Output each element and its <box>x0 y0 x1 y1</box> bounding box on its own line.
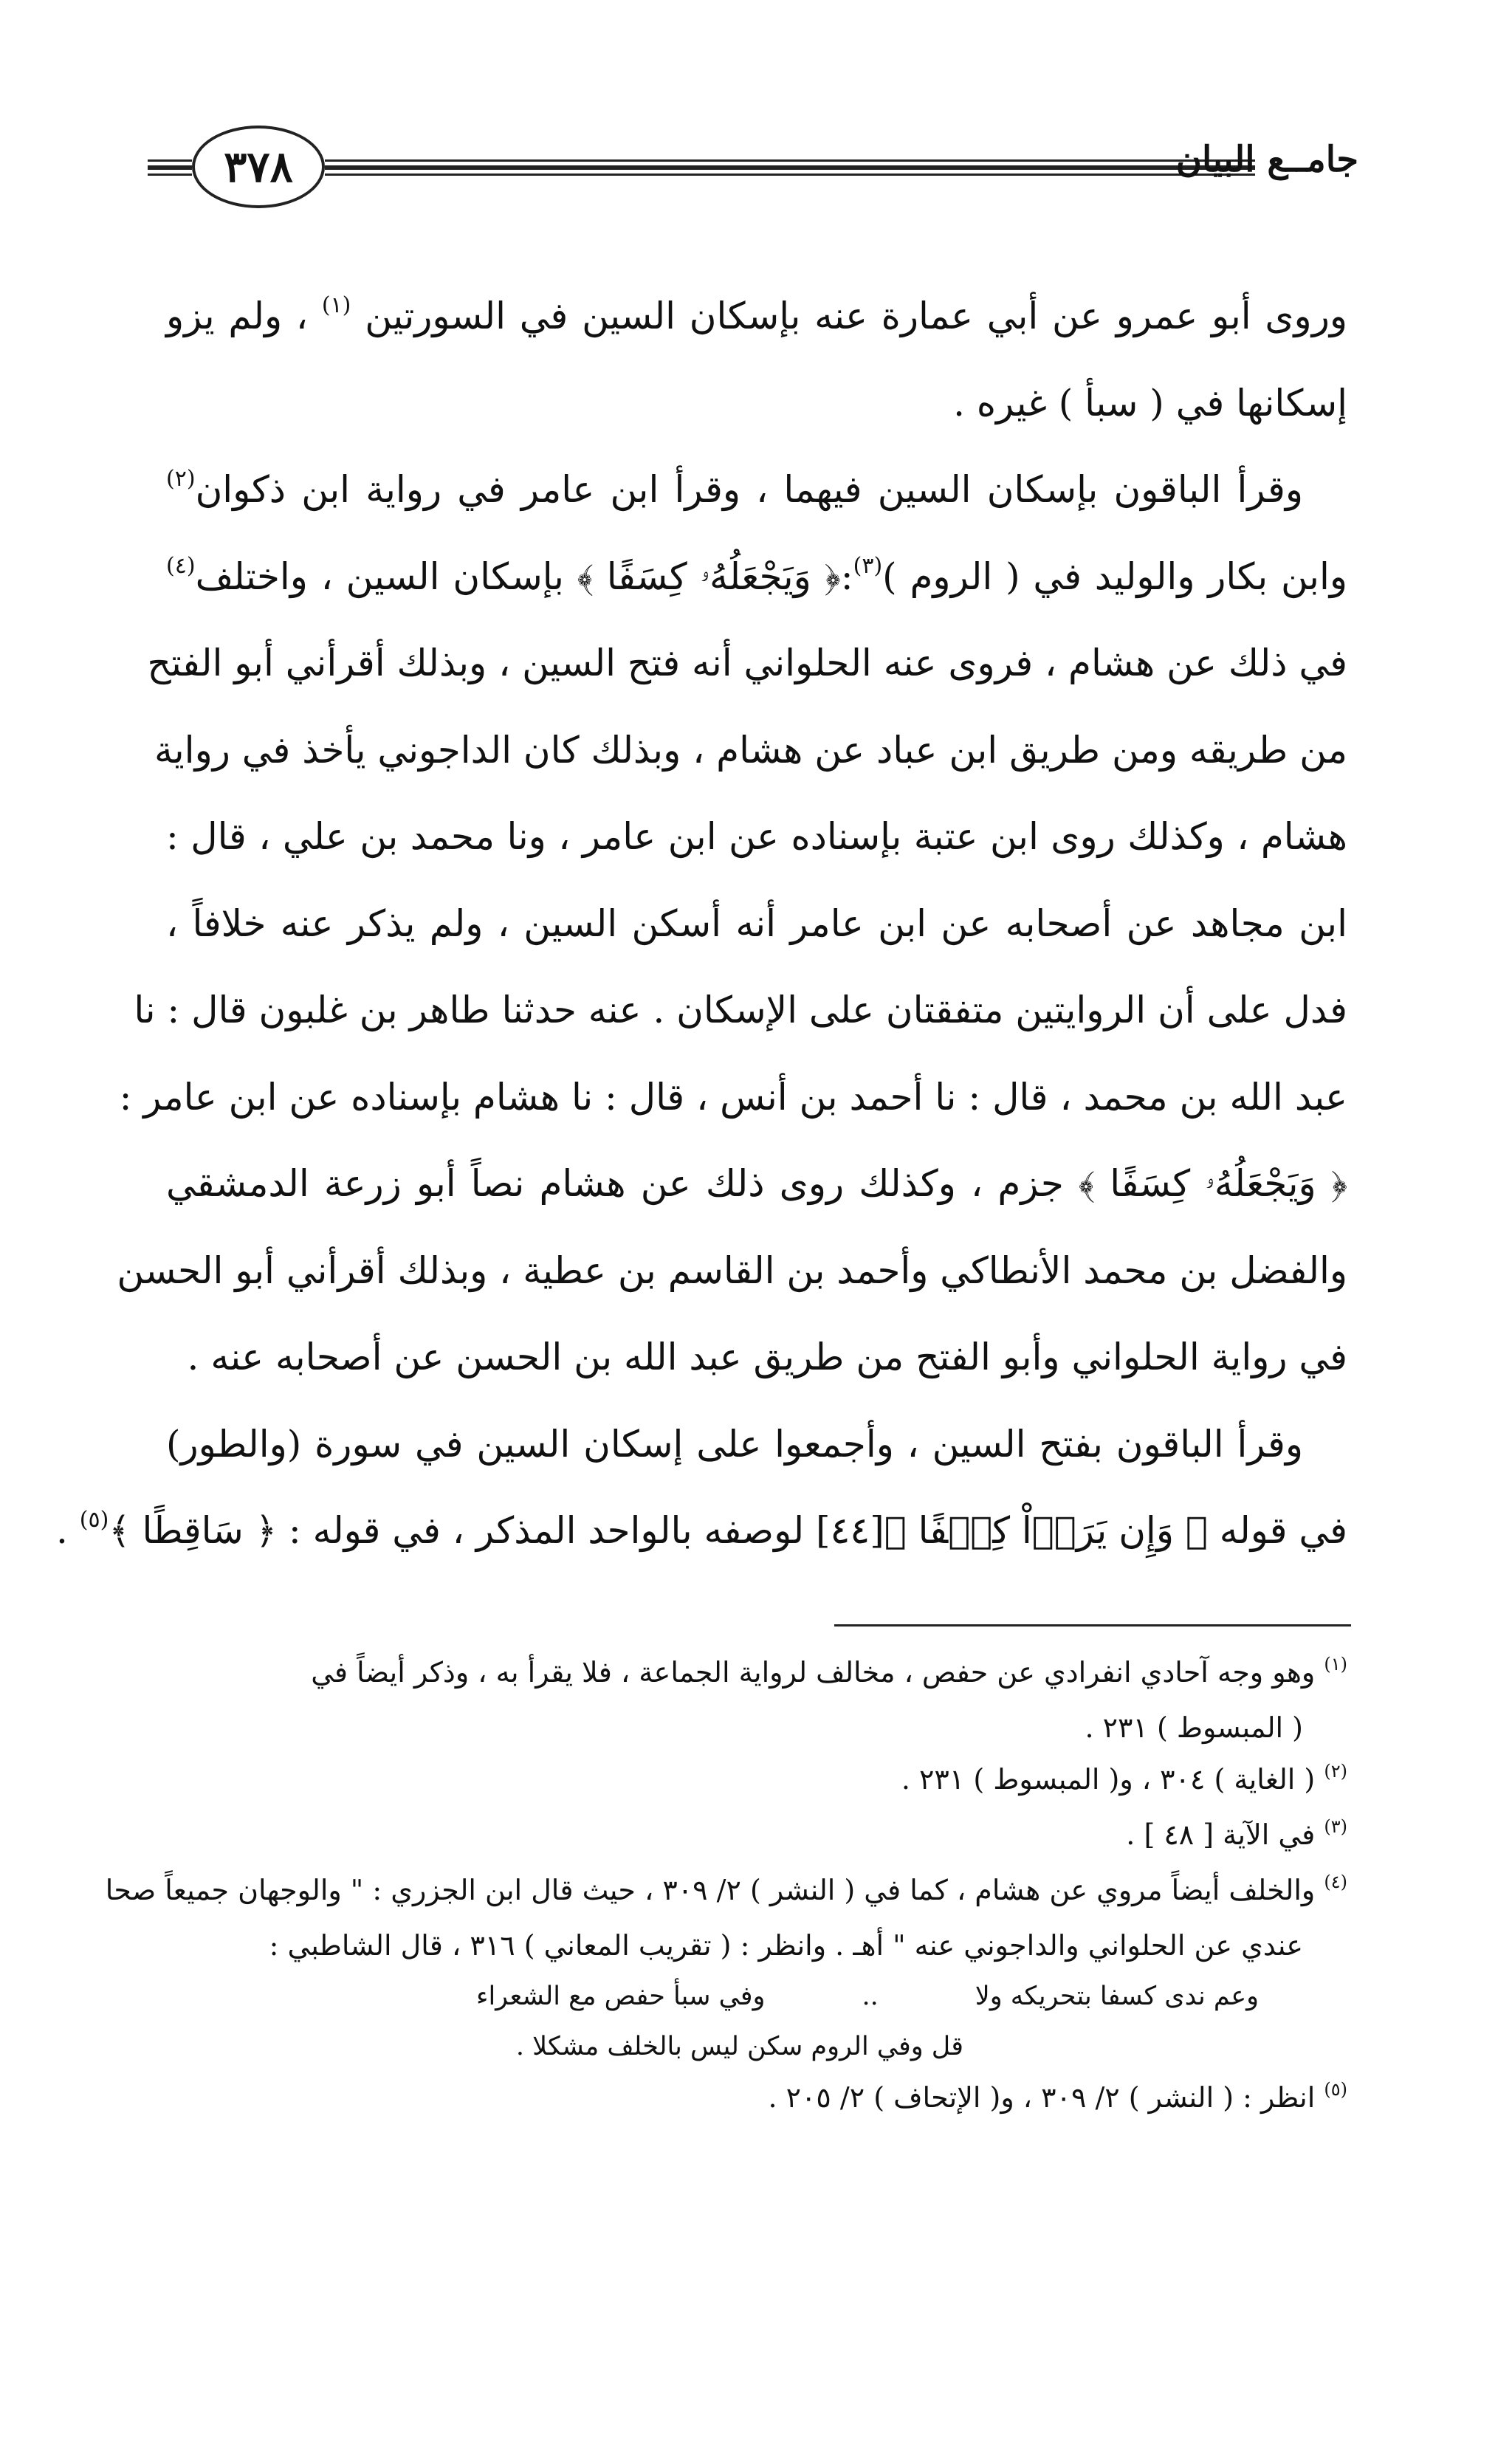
header-rule <box>325 165 1255 170</box>
page-number: ٣٧٨ <box>192 126 325 208</box>
text-line: إسكانها في ( سبأ ) غيره . <box>953 381 1347 425</box>
text-line: ابن مجاهد عن أصحابه عن ابن عامر أنه أسكن السين ، ولم يذكر عنه خلافاً ، <box>166 901 1347 945</box>
text-line: في قوله ﴿ وَإِن يَرَوۡاْ كِسۡفًا ﴾[٤٤] لوصفه بالواحد المذكر ، في قوله : ﴿ سَاقِطًا ﴾$^{(٥)}$ . <box>55 1507 1347 1552</box>
verse-separator: .. <box>862 1982 879 2011</box>
text-line: في رواية الحلواني وأبو الفتح من طريق عبد الله بن الحسن عن أصحابه عنه . <box>187 1336 1347 1378</box>
text-line: هشام ، وكذلك روى ابن عتبة بإسناده عن ابن عامر ، ونا محمد بن علي ، قال : <box>166 815 1347 858</box>
footnote-4-continuation: عندي عن الحلواني والداجوني عنه " أهـ . وانظر : ( تقريب المعاني ) ٣١٦ ، قال الشاطبي : <box>269 1929 1303 1962</box>
text-line: ﴿ وَيَجْعَلُهُۥ كِسَفًا ﴾ جزم ، وكذلك روى ذلك عن هشام نصاً أبو زرعة الدمشقي <box>166 1162 1347 1205</box>
poetry-verse-line: قل وفي الروم سكن ليس بالخلف مشكلا . <box>515 2032 963 2061</box>
header-rule <box>325 174 1255 176</box>
text-line: من طريقه ومن طريق ابن عباد عن هشام ، وبذلك كان الداجوني يأخذ في رواية <box>154 728 1347 772</box>
footnote-4: $^{(٤)}$ والخلف أيضاً مروي عن هشام ، كما في ( النشر ) ٢/ ٣٠٩ ، حيث قال ابن الجزري : " والوجهان جميعاً صحا <box>105 1872 1347 1906</box>
verse-hemistich: وفي سبأ حفص مع الشعراء <box>476 1982 766 2011</box>
verse-hemistich: وعم ندى كسفا بتحريكه ولا <box>975 1982 1259 2011</box>
text-line: عبد الله بن محمد ، قال : نا أحمد بن أنس ، قال : نا هشام بإسناده عن ابن عامر : <box>119 1075 1347 1119</box>
footnote-marker: (١) <box>321 292 351 318</box>
text-line: وقرأ الباقون بإسكان السين فيهما ، وقرأ ابن عامر في رواية ابن ذكوان$^{(٢)}$ <box>166 466 1303 511</box>
header-rule <box>148 174 192 176</box>
header-rule <box>325 159 1255 162</box>
footnote-marker: (٤) <box>166 552 196 579</box>
poetry-verse <box>476 1971 1259 2021</box>
main-text <box>55 273 1347 1575</box>
text-line: وروى أبو عمرو عن أبي عمارة عنه بإسكان السين في السورتين $^{(١)}$ ، ولم يزو <box>166 292 1347 337</box>
header-rule <box>148 159 192 162</box>
footnote-2: $^{(٢)}$ ( الغاية ) ٣٠٤ ، و( المبسوط ) ٢٣١ . <box>901 1761 1347 1796</box>
footnote-1: $^{(١)}$ وهو وجه آحادي انفرادي عن حفص ، مخالف لرواية الجماعة ، فلا يقرأ به ، وذكر أيضاً في <box>311 1654 1347 1689</box>
text-line: وابن بكار والوليد في ( الروم )$^{(٣)}$:﴿ وَيَجْعَلُهُۥ كِسَفًا ﴾ بإسكان السين ، واختلف$^{(٤)}$ <box>166 552 1347 598</box>
text-line: والفضل بن محمد الأنطاكي وأحمد بن القاسم بن عطية ، وبذلك أقرأني أبو الحسن <box>117 1248 1347 1292</box>
page-header <box>148 111 1358 221</box>
footnote-5: $^{(٥)}$ انظر : ( النشر ) ٢/ ٣٠٩ ، و( الإتحاف ) ٢/ ٢٠٥ . <box>768 2079 1347 2114</box>
footnote-separator <box>834 1624 1351 1626</box>
footnote-3: $^{(٣)}$ في الآية [ ٤٨ ] . <box>1126 1816 1347 1851</box>
header-rule <box>148 165 192 170</box>
text-line: فدل على أن الروايتين متفقتان على الإسكان . عنه حدثنا طاهر بن غلبون قال : نا <box>134 989 1347 1031</box>
footnotes <box>105 1646 1347 2127</box>
book-title: جامــع البيان <box>1175 139 1358 180</box>
text-line: في ذلك عن هشام ، فروى عنه الحلواني أنه فتح السين ، وبذلك أقرأني أبو الفتح <box>147 642 1347 684</box>
text-line: وقرأ الباقون بفتح السين ، وأجمعوا على إسكان السين في سورة (والطور) <box>166 1422 1303 1466</box>
footnote-1-continuation: ( المبسوط ) ٢٣١ . <box>1085 1711 1303 1744</box>
footnote-marker: (٢) <box>166 466 196 492</box>
footnote-marker: (٣) <box>853 552 883 579</box>
footnote-marker: (٥) <box>79 1507 109 1533</box>
